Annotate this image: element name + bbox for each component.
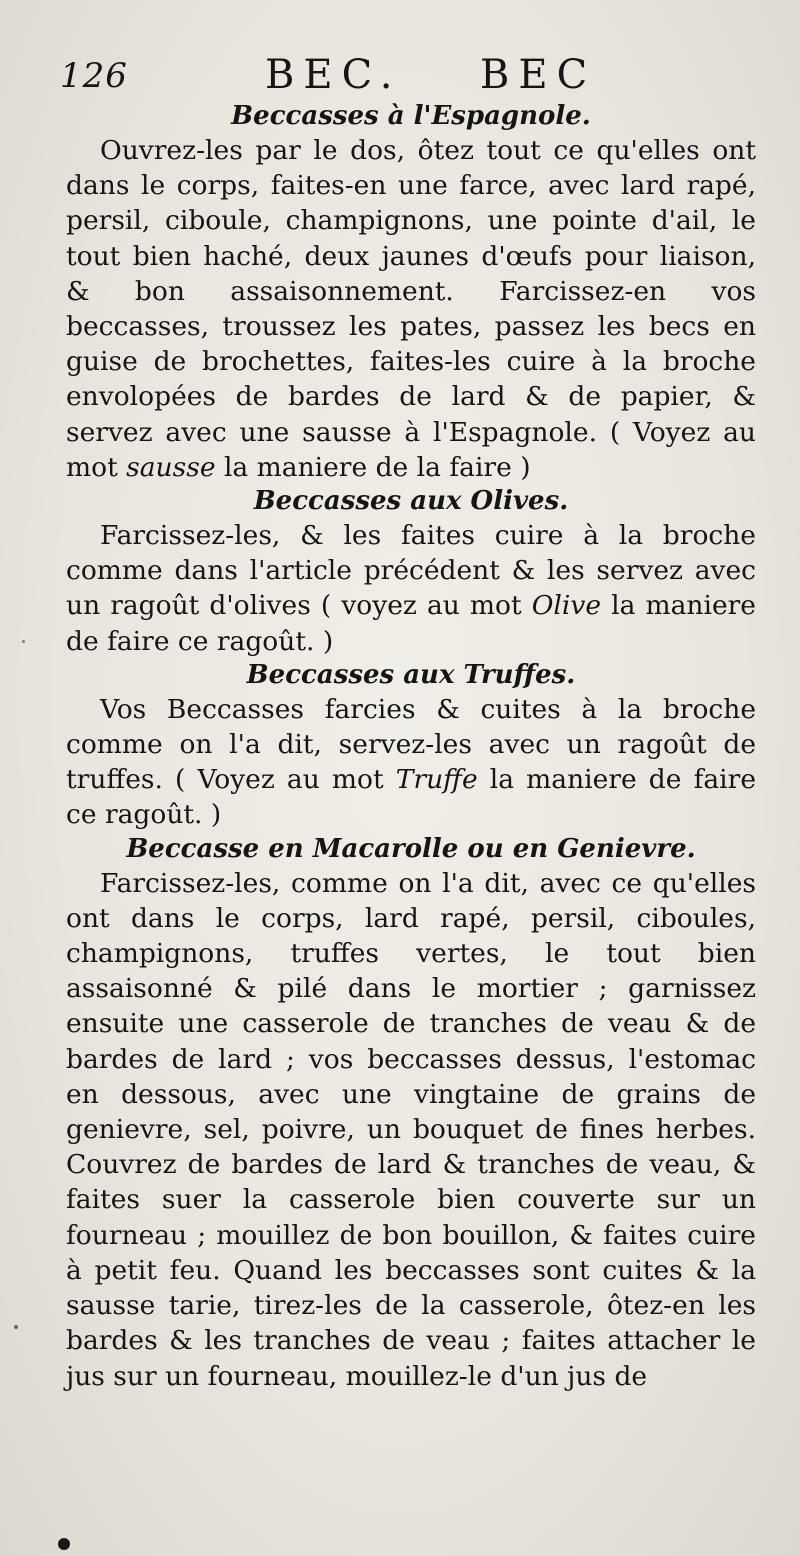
recipe-paragraph-macarolle [66,866,756,1394]
section-title-olives: Beccasses aux Olives. [253,486,569,517]
running-head-right: BEC [480,52,597,98]
ink-spot [14,1325,18,1329]
text-segment: la maniere de la faire ) [215,451,531,483]
page-number: 126 [60,56,128,96]
italic-reference: Olive [531,590,602,622]
section-title-macarolle: Beccasse en Macarolle ou en Genievre. [126,833,696,864]
text-segment: Ouvrez-les par le dos, ôtez tout ce qu'elles ont dans le corps, faites-en une farce, avec lard rapé, persil, ciboule, champignons, une pointe d'ail, le tout bien haché, deux jaunes d'œufs pour liaison, & bon assaisonnement. Farcissez-en vos beccasses, troussez les pates, passez les becs en guise de brochettes, faites-les cuire à la broche envolopées de bardes de lard & de papier, & servez avec une sausse à l'Espagnole. ( Voyez au mot [66,135,756,483]
text-segment: Farcissez-les, & les faites cuire à la broche comme dans l'article précédent & les servez avec un ragoût d'olives ( voyez au mot [66,520,756,622]
ink-spot [22,640,25,643]
italic-reference: sausse [126,451,216,483]
section-title-truffes: Beccasses aux Truffes. [246,659,576,690]
recipe-paragraph-espagnole [66,133,756,485]
running-head-left: BEC. [265,52,402,98]
page-header [60,52,750,100]
recipe-paragraph-truffes [66,692,756,833]
text-segment: la maniere de faire ce ragoût. ) [66,590,756,657]
text-segment: Vos Beccasses farcies & cuites à la broche comme on l'a dit, servez-les avec un ragoût de truffes. ( Voyez au mot [66,693,756,796]
italic-reference: Truffe [395,764,478,796]
page-body [66,100,756,1394]
recipe-paragraph-olives [66,518,756,659]
section-title-espagnole: Beccasses à l'Espagnole. [231,101,591,131]
ink-spot [58,1538,70,1550]
text-segment: la maniere de faire ce ragoût. ) [66,764,756,831]
text-segment: Farcissez-les, comme on l'a dit, avec ce qu'elles ont dans le corps, lard rapé, persil, ciboules, champignons, truffes vertes, le tout bien assaisonné & pilé dans le mortier ; garnissez ensuite une casserole de tranches de veau & de bardes de lard ; vos beccasses dessus, l'estomac en dessous, avec une vingtaine de grains de genievre, sel, poivre, un bouquet de fines herbes. Couvrez de bardes de lard & tranches de veau, & faites suer la casserole bien couverte sur un fourneau ; mouillez de bon bouillon, & faites cuire à petit feu. Quand les beccasses sont cuites & la sausse tarie, tirez-les de la casserole, ôtez-en les bardes & les tranches de veau ; faites attacher le jus sur un fourneau, mouillez-le d'un jus de [66,867,756,1392]
